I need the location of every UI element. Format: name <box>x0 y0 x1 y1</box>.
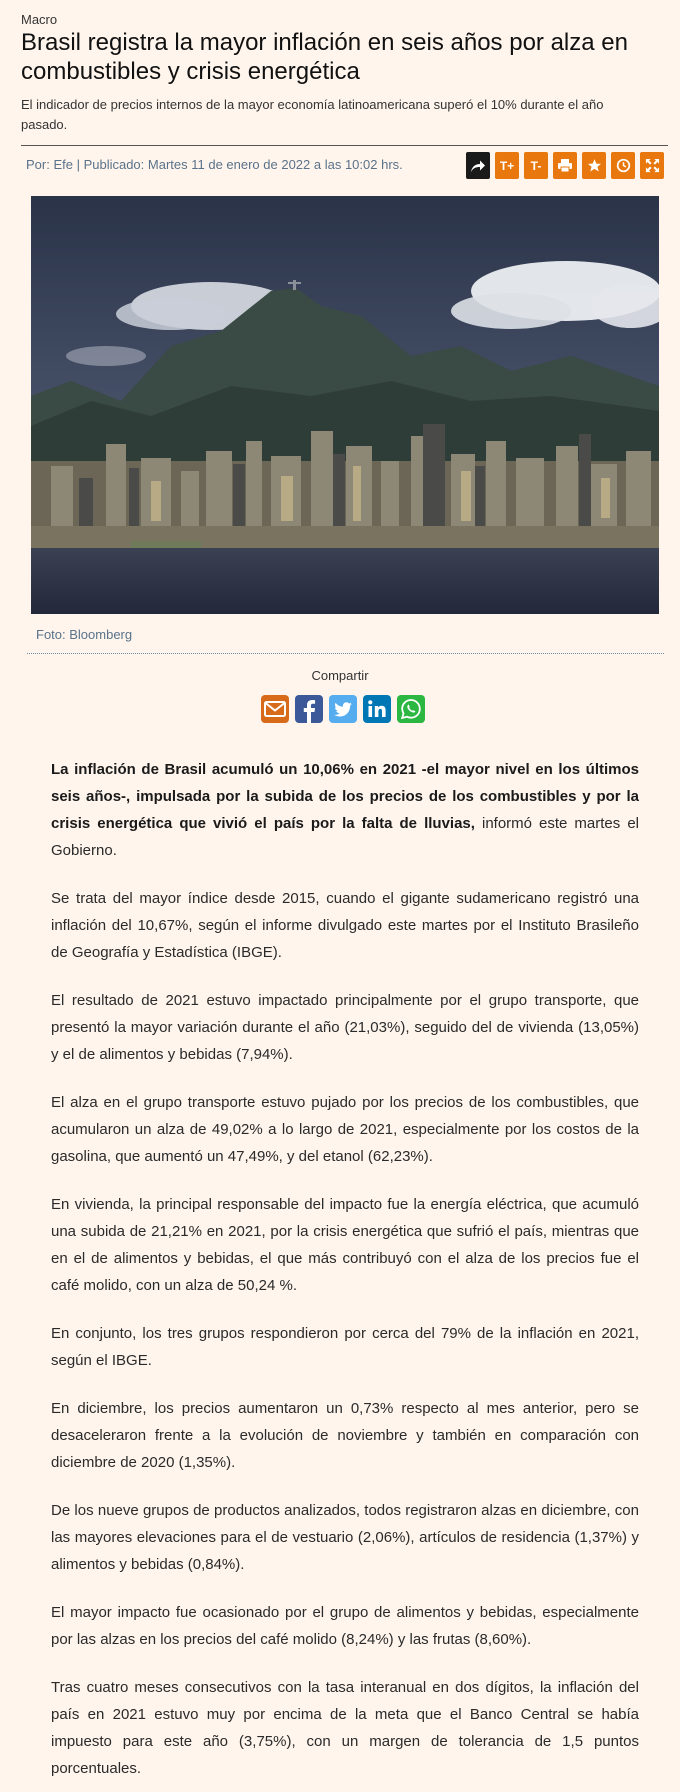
facebook-icon <box>294 694 324 724</box>
article-body <box>51 756 639 1792</box>
article-lead-rest: informó este martes el Gobierno. <box>51 815 639 859</box>
fullscreen-button[interactable] <box>640 152 664 179</box>
font-decrease-button[interactable]: T- <box>524 152 548 179</box>
byline: Por: Efe | Publicado: Martes 11 de enero de 2022 a las 10:02 hrs. <box>26 157 403 172</box>
font-increase-button[interactable]: T+ <box>495 152 519 179</box>
share-linkedin-button[interactable] <box>362 694 392 724</box>
article-toolbar <box>466 152 664 179</box>
share-label: Compartir <box>311 668 369 683</box>
share-email-button[interactable] <box>260 694 290 724</box>
divider <box>21 145 668 146</box>
clock-icon <box>616 158 631 173</box>
whatsapp-icon <box>396 694 426 724</box>
article-paragraph: En diciembre, los precios aumentaron un 0,73% respecto al mes anterior, pero se desaceleraron frente a la evolución de noviembre y también en comparación con diciembre de 2020 (1,35%). <box>51 1400 639 1471</box>
dotted-divider <box>27 653 664 654</box>
photo-caption: Foto: Bloomberg <box>36 627 133 642</box>
share-whatsapp-button[interactable] <box>396 694 426 724</box>
print-icon <box>557 158 573 173</box>
article-paragraph: En conjunto, los tres grupos respondieron por cerca del 79% de la inflación en 2021, según el IBGE. <box>51 1325 639 1369</box>
article-lead-bold: La inflación de Brasil acumuló un 10,06% en 2021 -el mayor nivel en los últimos seis años-, impulsada por la subida de los precios de los combustibles y por la crisis energética que vivió el país por la falta de lluvias, <box>51 761 639 832</box>
history-button[interactable] <box>611 152 635 179</box>
linkedin-icon <box>362 694 392 724</box>
print-button[interactable] <box>553 152 577 179</box>
share-arrow-button[interactable] <box>466 152 490 179</box>
article-paragraph: Se trata del mayor índice desde 2015, cuando el gigante sudamericano registró una inflación del 10,67%, según el informe divulgado este martes por el Instituto Brasileño de Geografía y Estadística (IBGE). <box>51 890 639 961</box>
article-paragraph: De los nueve grupos de productos analizados, todos registraron alzas en diciembre, con las mayores elevaciones para el de vestuario (2,06%), artículos de residencia (1,37%) y alimentos y bebidas (0,84%). <box>51 1502 639 1573</box>
favorite-button[interactable] <box>582 152 606 179</box>
expand-icon <box>645 158 660 173</box>
article-photo <box>31 196 659 614</box>
share-twitter-button[interactable] <box>328 694 358 724</box>
share-buttons <box>260 694 426 724</box>
email-icon <box>260 694 290 724</box>
twitter-icon <box>328 694 358 724</box>
article-paragraph: En vivienda, la principal responsable del impacto fue la energía eléctrica, que acumuló una subida de 21,21% en 2021, por la crisis energética que sufrió el país, mientras que en el de alimentos y bebidas, el que más contribuyó con el alza de los precios fue el café molido, con un alza de 50,24 %. <box>51 1196 639 1294</box>
star-icon <box>587 158 602 173</box>
article-subhead: El indicador de precios internos de la mayor economía latinoamericana superó el 10% durante el año pasado. <box>21 97 604 132</box>
article-paragraph: El resultado de 2021 estuvo impactado principalmente por el grupo transporte, que presentó la mayor variación durante el año (21,03%), seguido del de vivienda (13,05%) y el de alimentos y bebidas (7,94%). <box>51 992 639 1063</box>
share-arrow-icon <box>470 159 486 173</box>
article-paragraph: El alza en el grupo transporte estuvo pujado por los precios de los combustibles, que acumularon un alza de 49,02% a lo largo de 2021, especialmente por los costos de la gasolina, que aumentó un 47,49%, y del etanol (62,23%). <box>51 1094 639 1165</box>
article-paragraph <box>51 756 639 864</box>
page-title: Brasil registra la mayor inflación en seis años por alza en combustibles y crisis energética <box>21 29 628 85</box>
share-facebook-button[interactable] <box>294 694 324 724</box>
section-label[interactable]: Macro <box>21 12 58 27</box>
article-paragraph: Tras cuatro meses consecutivos con la tasa interanual en dos dígitos, la inflación del país en 2021 estuvo muy por encima de la meta que el Banco Central se había impuesto para este año (3,75%), con un margen de tolerancia de 1,5 puntos porcentuales. <box>51 1679 639 1777</box>
article-paragraph: El mayor impacto fue ocasionado por el grupo de alimentos y bebidas, especialmente por las alzas en los precios del café molido (8,24%) y las frutas (8,60%). <box>51 1604 639 1648</box>
